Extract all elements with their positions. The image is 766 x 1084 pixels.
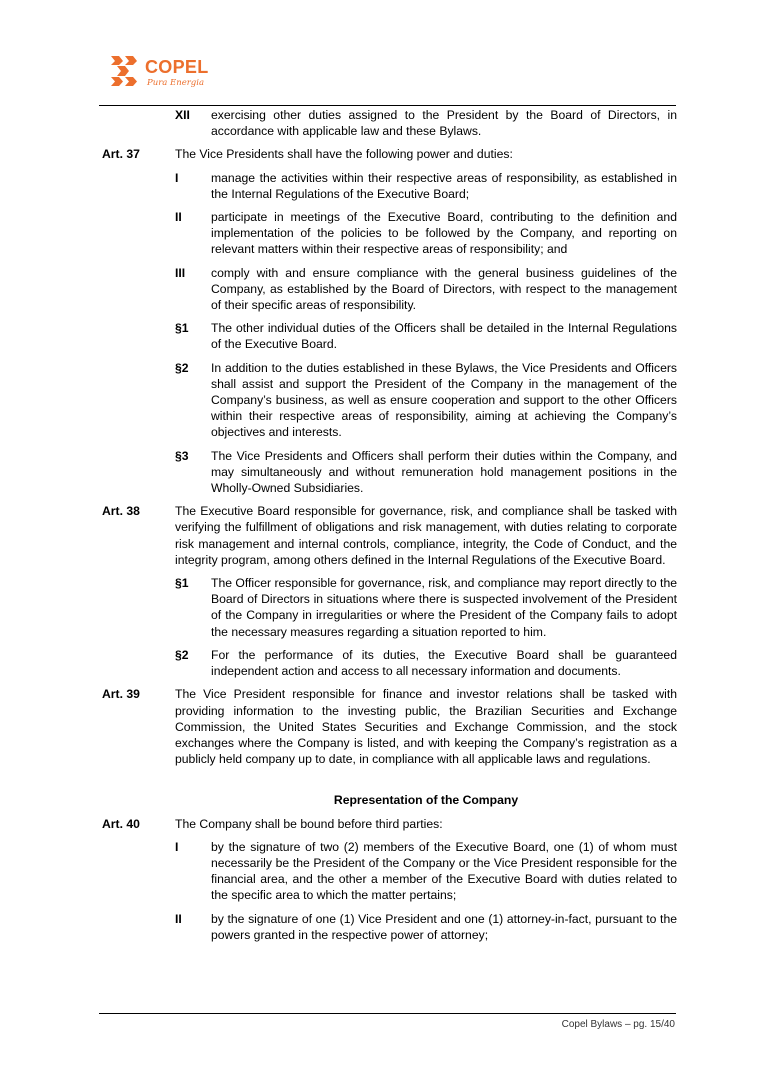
logo-wordmark: COPEL xyxy=(145,57,209,77)
item-text: by the signature of two (2) members of the Executive Board, one (1) of whom must necessarily be the President of the Company or the Vice President responsible for the financial area, and the other a member of the Executive Board with duties related to the specific area to which the matter pertains; xyxy=(211,839,677,903)
document-body xyxy=(102,107,677,950)
article-text: The Vice Presidents shall have the following power and duties: xyxy=(175,147,513,162)
item-text: The Officer responsible for governance, risk, and compliance may report directly to the Board of Directors in situations where there is suspected involvement of the President of the Company in irregularities or where the President of the Company fails to adopt the necessary measures regarding a situation reported to him. xyxy=(211,576,677,639)
item-text: exercising other duties assigned to the President by the Board of Directors, in accordance with applicable law and these Bylaws. xyxy=(211,108,677,139)
logo-tagline: Pura Energia xyxy=(147,78,205,88)
item-number: §2 xyxy=(175,647,189,662)
article-39 xyxy=(102,686,677,767)
article-text: The Vice President responsible for finance and investor relations shall be tasked with providing information to the investing public, the Brazilian Securities and Exchange Commission, the United States Securities and Exchange Commission, and the stock exchanges where the Company is listed, and with keeping the Company’s registration as a publicly held company up to date, in compliance with all applicable laws and regulations. xyxy=(175,687,677,767)
item-text: In addition to the duties established in these Bylaws, the Vice Presidents and Officers shall assist and support the President of the Company in the management of the Company’s business, as well as ensure cooperation and support to the other Officers within their respective areas of responsibility, aiming at achieving the Company’s objectives and interests. xyxy=(211,360,677,440)
item-number: §1 xyxy=(175,321,189,336)
list-item xyxy=(102,911,677,943)
item-text: comply with and ensure compliance with the general business guidelines of the Company, as established by the Board of Directors, with respect to the management of their specific areas of responsibility. xyxy=(211,265,677,313)
article-number: Art. 38 xyxy=(102,504,140,519)
section-heading: Representation of the Company xyxy=(333,793,519,808)
list-item xyxy=(102,209,677,258)
article-text: The Executive Board responsible for governance, risk, and compliance shall be tasked with verifying the fulfillment of obligations and risk management, with duties relating to corporate risk management and internal controls, compliance, integrity, the Code of Conduct, and the integrity program, among others defined in the Internal Regulations of the Executive Board. xyxy=(175,504,677,567)
item-number: II xyxy=(175,911,182,926)
list-item xyxy=(102,107,677,139)
article-text: The Company shall be bound before third parties: xyxy=(175,816,443,831)
page-footer: Copel Bylaws – pg. 15/40 xyxy=(561,1019,675,1030)
list-item xyxy=(102,448,677,497)
item-number: II xyxy=(175,210,182,225)
item-number: XII xyxy=(175,108,190,122)
list-item xyxy=(102,320,677,352)
item-text: manage the activities within their respective areas of responsibility, as established in the Internal Regulations of the Executive Board; xyxy=(211,170,677,201)
item-number: §2 xyxy=(175,360,189,375)
item-number: I xyxy=(175,839,179,854)
list-item xyxy=(102,839,677,904)
article-38 xyxy=(102,503,677,568)
item-number: §3 xyxy=(175,448,189,463)
article-37 xyxy=(102,146,677,162)
article-40 xyxy=(102,816,677,832)
item-text: The other individual duties of the Officers shall be detailed in the Internal Regulations of the Executive Board. xyxy=(211,321,677,352)
article-number: Art. 39 xyxy=(102,687,140,702)
article-number: Art. 40 xyxy=(102,816,140,831)
footer-rule xyxy=(99,1013,676,1014)
list-item xyxy=(102,170,677,202)
item-number: §1 xyxy=(175,576,189,591)
article-number: Art. 37 xyxy=(102,147,140,162)
list-item xyxy=(102,647,677,679)
item-text: by the signature of one (1) Vice President and one (1) attorney-in-fact, pursuant to the powers granted in the respective power of attorney; xyxy=(211,911,677,942)
copel-logo-icon xyxy=(109,56,141,86)
company-logo xyxy=(109,54,219,94)
item-text: The Vice Presidents and Officers shall perform their duties within the Company, and may simultaneously and without remuneration hold management positions in the Wholly-Owned Subsidiaries. xyxy=(211,448,677,496)
list-item xyxy=(102,575,677,640)
item-number: III xyxy=(175,265,186,280)
item-text: For the performance of its duties, the Executive Board shall be guaranteed independent action and access to all necessary information and documents. xyxy=(211,647,677,679)
item-number: I xyxy=(175,170,179,185)
header-rule xyxy=(99,105,676,106)
list-item xyxy=(102,265,677,314)
list-item xyxy=(102,360,677,441)
item-text: participate in meetings of the Executive Board, contributing to the definition and implementation of the policies to be followed by the Company, and reporting on relevant matters within their respective areas of responsibility; and xyxy=(211,210,677,257)
